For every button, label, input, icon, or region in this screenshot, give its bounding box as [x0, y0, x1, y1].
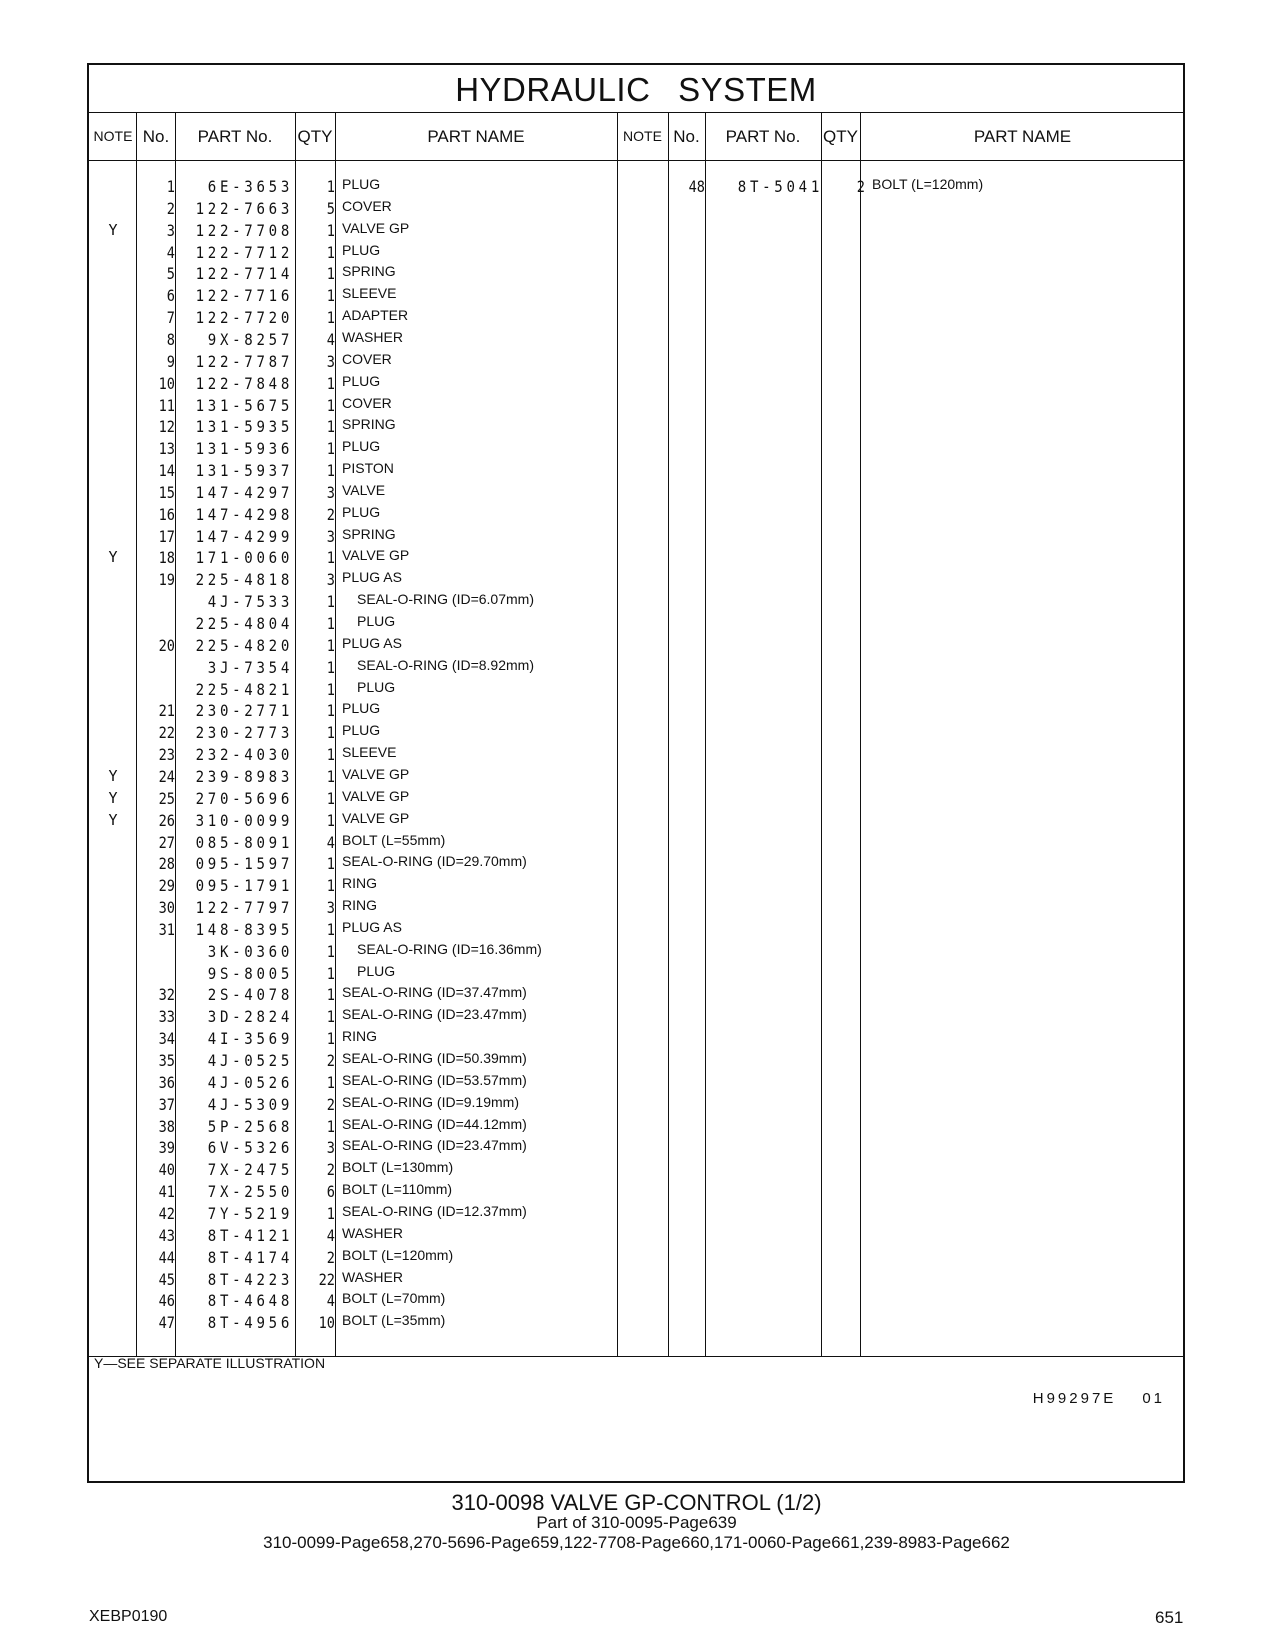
- item-number-cell: 47: [158, 1313, 175, 1333]
- table-row: [89, 483, 617, 506]
- quantity-cell: 1: [326, 592, 335, 612]
- item-number-cell: 32: [158, 985, 175, 1005]
- part-number-cell: 147-4299: [195, 526, 293, 546]
- item-number-cell: 28: [158, 854, 175, 874]
- header-no-right: No.: [673, 127, 700, 146]
- part-name-cell: PLUG AS: [342, 918, 402, 935]
- part-number-cell: 232-4030: [195, 745, 293, 765]
- table-row: [89, 505, 617, 528]
- table-row: [89, 461, 617, 484]
- quantity-cell: 1: [326, 745, 335, 765]
- part-name-cell: BOLT (L=120mm): [342, 1246, 454, 1263]
- table-row: [89, 1204, 617, 1227]
- note-cell: Y: [108, 810, 118, 829]
- item-number-cell: 9: [166, 351, 175, 371]
- part-name-cell: RING: [342, 875, 377, 892]
- item-number-cell: 39: [158, 1138, 175, 1158]
- part-number-cell: 2S-4078: [207, 985, 293, 1005]
- note-cell: Y: [108, 788, 118, 807]
- quantity-cell: 1: [326, 1203, 335, 1223]
- table-row: [89, 439, 617, 462]
- part-number-cell: 122-7663: [195, 198, 293, 218]
- quantity-cell: 1: [326, 941, 335, 961]
- quantity-cell: 1: [326, 657, 335, 677]
- part-number-cell: 122-7712: [195, 242, 293, 262]
- item-number-cell: 40: [158, 1160, 175, 1180]
- table-row: [89, 527, 617, 550]
- item-number-cell: 41: [158, 1182, 175, 1202]
- quantity-cell: 2: [326, 1160, 335, 1180]
- quantity-cell: 4: [326, 1225, 335, 1245]
- part-number-cell: 9X-8257: [207, 329, 293, 349]
- part-number-cell: 131-5675: [195, 395, 293, 415]
- item-number-cell: 2: [166, 198, 175, 218]
- part-name-cell: SLEEVE: [342, 744, 397, 761]
- table-row: [89, 221, 617, 244]
- quantity-cell: 1: [326, 548, 335, 568]
- table-row: [89, 920, 617, 943]
- page-number: 651: [1155, 1608, 1184, 1627]
- quantity-cell: 1: [326, 1072, 335, 1092]
- item-number-cell: 23: [158, 745, 175, 765]
- part-number-cell: 225-4821: [195, 679, 293, 699]
- document-id: XEBP0190: [89, 1608, 168, 1625]
- part-number-cell: 4J-0526: [207, 1072, 293, 1092]
- header-part-no-left: PART No.: [197, 127, 273, 146]
- item-number-cell: 37: [158, 1094, 175, 1114]
- part-number-cell: 095-1597: [195, 854, 293, 874]
- part-name-cell: SEAL-O-RING (ID=37.47mm): [342, 984, 527, 1001]
- item-number-cell: 35: [158, 1051, 175, 1070]
- item-number-cell: 16: [158, 504, 175, 524]
- header-part-no-right: PART No.: [725, 127, 801, 146]
- part-number-cell: 8T-4223: [207, 1269, 293, 1289]
- quantity-cell: 1: [326, 373, 335, 393]
- quantity-cell: 1: [326, 766, 335, 786]
- part-number-cell: 7Y-5219: [207, 1203, 293, 1223]
- table-row: [89, 1160, 617, 1183]
- table-row: [89, 942, 617, 965]
- part-name-cell: BOLT (L=120mm): [872, 176, 984, 192]
- part-name-cell: BOLT (L=70mm): [342, 1290, 446, 1307]
- item-number-cell: 4: [166, 242, 175, 262]
- part-number-cell: 310-0099: [195, 810, 293, 830]
- part-name-cell: RING: [342, 897, 377, 914]
- footnote: Y—SEE SEPARATE ILLUSTRATION: [94, 1355, 326, 1371]
- table-row: [89, 701, 617, 724]
- group-title: 310-0098 VALVE GP-CONTROL (1/2): [451, 1490, 822, 1515]
- part-number-cell: 131-5937: [195, 461, 293, 481]
- part-number-cell: 095-1791: [195, 876, 293, 896]
- header-no-left: No.: [142, 127, 170, 146]
- table-row: [89, 1095, 617, 1118]
- table-row: [89, 548, 617, 571]
- part-number-cell: 8T-4121: [207, 1225, 293, 1245]
- quantity-cell: 22: [318, 1269, 335, 1289]
- part-number-cell: 225-4820: [195, 635, 293, 655]
- table-header: [89, 113, 1183, 161]
- table-row: [89, 1291, 617, 1314]
- quantity-cell: 3: [326, 526, 335, 546]
- part-name-cell: ADAPTER: [342, 307, 409, 324]
- part-of-reference: Part of 310-0095-Page639: [536, 1513, 737, 1532]
- part-number-cell: 122-7716: [195, 286, 293, 306]
- part-name-cell: BOLT (L=55mm): [342, 831, 446, 848]
- quantity-cell: 1: [326, 985, 335, 1005]
- part-number-cell: 171-0060: [195, 548, 293, 568]
- part-number-cell: 3D-2824: [207, 1007, 293, 1027]
- part-number-cell: 4J-0525: [207, 1051, 293, 1070]
- part-number-cell: 8T-4174: [207, 1247, 293, 1267]
- table-row: [89, 286, 617, 309]
- table-row: [619, 177, 1147, 200]
- part-name-cell: BOLT (L=35mm): [342, 1312, 446, 1329]
- quantity-cell: 2: [326, 1247, 335, 1267]
- quantity-cell: 1: [326, 788, 335, 808]
- part-name-cell: COVER: [342, 350, 392, 367]
- note-cell: Y: [108, 220, 118, 239]
- table-row: [89, 614, 617, 637]
- item-number-cell: 27: [158, 832, 175, 852]
- quantity-cell: 4: [326, 1291, 335, 1311]
- quantity-cell: 2: [856, 177, 865, 196]
- table-row: [89, 789, 617, 812]
- part-name-cell: PLUG: [342, 503, 381, 520]
- header-note-left: NOTE: [93, 128, 133, 144]
- table-row: [89, 636, 617, 659]
- table-row: [89, 876, 617, 899]
- quantity-cell: 2: [326, 504, 335, 524]
- item-number-cell: 6: [166, 286, 175, 306]
- part-name-cell: VALVE GP: [342, 809, 410, 826]
- part-name-cell: PLUG: [342, 241, 381, 258]
- part-number-cell: 148-8395: [195, 919, 293, 939]
- part-name-cell: PLUG: [342, 438, 381, 455]
- quantity-cell: 1: [326, 614, 335, 633]
- table-row: [89, 417, 617, 440]
- quantity-cell: 4: [326, 329, 335, 349]
- item-number-cell: 48: [688, 177, 705, 196]
- part-name-cell: BOLT (L=130mm): [342, 1159, 454, 1176]
- illustration-code: H99297E 01: [1032, 1390, 1165, 1407]
- quantity-cell: 1: [326, 417, 335, 437]
- table-row: [89, 767, 617, 790]
- part-number-cell: 4J-5309: [207, 1094, 293, 1114]
- table-row: [89, 1138, 617, 1161]
- item-number-cell: 25: [158, 788, 175, 808]
- part-number-cell: 6V-5326: [207, 1138, 293, 1158]
- item-number-cell: 33: [158, 1007, 175, 1027]
- part-number-cell: 147-4298: [195, 504, 293, 524]
- part-name-cell: WASHER: [342, 1268, 403, 1285]
- quantity-cell: 3: [326, 482, 335, 502]
- part-name-cell: SEAL-O-RING (ID=8.92mm): [357, 656, 534, 673]
- part-number-cell: 122-7787: [195, 351, 293, 371]
- part-name-cell: VALVE GP: [342, 547, 410, 564]
- quantity-cell: 1: [326, 461, 335, 481]
- table-row: [89, 177, 617, 200]
- header-note-right: NOTE: [623, 128, 662, 144]
- item-number-cell: 30: [158, 898, 175, 918]
- item-number-cell: 5: [166, 264, 175, 284]
- quantity-cell: 1: [326, 876, 335, 896]
- table-row: [89, 396, 617, 419]
- item-number-cell: 45: [158, 1269, 175, 1289]
- table-row: [89, 1051, 617, 1074]
- item-number-cell: 20: [158, 635, 175, 655]
- part-name-cell: RING: [342, 1028, 377, 1045]
- part-number-cell: 8T-4956: [207, 1313, 293, 1333]
- quantity-cell: 3: [326, 351, 335, 371]
- part-number-cell: 122-7714: [195, 264, 293, 284]
- part-name-cell: PLUG: [342, 722, 381, 739]
- quantity-cell: 1: [326, 854, 335, 874]
- quantity-cell: 3: [326, 1138, 335, 1158]
- part-number-cell: 225-4804: [195, 614, 293, 633]
- quantity-cell: 1: [326, 723, 335, 743]
- item-number-cell: 44: [158, 1247, 175, 1267]
- item-number-cell: 36: [158, 1072, 175, 1092]
- quantity-cell: 1: [326, 264, 335, 284]
- part-name-cell: SEAL-O-RING (ID=50.39mm): [342, 1050, 527, 1066]
- part-name-cell: SPRING: [342, 263, 396, 280]
- table-row: [89, 243, 617, 266]
- part-name-cell: PLUG: [357, 678, 396, 695]
- quantity-cell: 3: [326, 570, 335, 590]
- part-name-cell: PLUG AS: [342, 634, 402, 651]
- part-name-cell: PLUG: [342, 176, 381, 192]
- table-row: [89, 680, 617, 703]
- quantity-cell: 5: [326, 198, 335, 218]
- item-number-cell: 24: [158, 766, 175, 786]
- part-number-cell: 225-4818: [195, 570, 293, 590]
- sub-group-references: 310-0099-Page658,270-5696-Page659,122-7708-Page660,171-0060-Page661,239-8983-Page662: [263, 1533, 1010, 1552]
- item-number-cell: 7: [166, 308, 175, 328]
- part-number-cell: 122-7720: [195, 308, 293, 328]
- part-name-cell: SLEEVE: [342, 285, 397, 302]
- part-number-cell: 4J-7533: [207, 592, 293, 612]
- item-number-cell: 17: [158, 526, 175, 546]
- part-name-cell: SEAL-O-RING (ID=16.36mm): [357, 940, 542, 957]
- table-row: [89, 1313, 617, 1336]
- part-number-cell: 3J-7354: [207, 657, 293, 677]
- quantity-cell: 6: [326, 1182, 335, 1202]
- table-row: [89, 1073, 617, 1096]
- quantity-cell: 1: [326, 635, 335, 655]
- quantity-cell: 1: [326, 177, 335, 196]
- header-part-name-left: PART NAME: [427, 127, 525, 146]
- part-name-cell: VALVE: [342, 481, 386, 498]
- item-number-cell: 15: [158, 482, 175, 502]
- part-name-cell: SEAL-O-RING (ID=9.19mm): [342, 1093, 519, 1110]
- item-number-cell: 42: [158, 1203, 175, 1223]
- part-name-cell: VALVE GP: [342, 219, 410, 236]
- item-number-cell: 38: [158, 1116, 175, 1136]
- section-title: HYDRAULIC SYSTEM: [89, 65, 1183, 113]
- quantity-cell: 2: [326, 1094, 335, 1114]
- item-number-cell: 29: [158, 876, 175, 896]
- part-name-cell: SPRING: [342, 525, 396, 542]
- part-name-cell: PLUG: [342, 700, 381, 717]
- quantity-cell: 1: [326, 1116, 335, 1136]
- table-row: [89, 1182, 617, 1205]
- item-number-cell: 31: [158, 919, 175, 939]
- part-number-cell: 8T-5041: [737, 177, 823, 196]
- part-name-cell: BOLT (L=110mm): [342, 1181, 453, 1198]
- quantity-cell: 1: [326, 701, 335, 721]
- table-row: [89, 745, 617, 768]
- part-number-cell: 9S-8005: [207, 963, 293, 983]
- part-number-cell: 4I-3569: [207, 1029, 293, 1049]
- table-row: [89, 374, 617, 397]
- part-name-cell: VALVE GP: [342, 787, 410, 804]
- part-number-cell: 122-7848: [195, 373, 293, 393]
- item-number-cell: 19: [158, 570, 175, 590]
- quantity-cell: 2: [326, 1051, 335, 1070]
- table-row: [89, 1270, 617, 1293]
- quantity-cell: 1: [326, 220, 335, 240]
- part-name-cell: VALVE GP: [342, 765, 410, 782]
- quantity-cell: 1: [326, 679, 335, 699]
- item-number-cell: 14: [158, 461, 175, 481]
- part-number-cell: 5P-2568: [207, 1116, 293, 1136]
- part-number-cell: 085-8091: [195, 832, 293, 852]
- table-row: [89, 1007, 617, 1030]
- table-row: [89, 352, 617, 375]
- part-name-cell: PLUG: [342, 372, 381, 389]
- part-number-cell: 147-4297: [195, 482, 293, 502]
- part-name-cell: PLUG: [357, 962, 396, 979]
- part-number-cell: 7X-2550: [207, 1182, 293, 1202]
- part-name-cell: WASHER: [342, 1224, 403, 1241]
- quantity-cell: 10: [318, 1313, 335, 1333]
- item-number-cell: 21: [158, 701, 175, 721]
- table-row: [89, 1226, 617, 1249]
- item-number-cell: 3: [166, 220, 175, 240]
- part-name-cell: SEAL-O-RING (ID=23.47mm): [342, 1137, 527, 1154]
- table-row: [89, 854, 617, 877]
- part-name-cell: SEAL-O-RING (ID=23.47mm): [342, 1006, 527, 1023]
- note-cell: Y: [108, 766, 118, 785]
- part-number-cell: 230-2773: [195, 723, 293, 743]
- part-name-cell: WASHER: [342, 328, 403, 345]
- item-number-cell: 46: [158, 1291, 175, 1311]
- item-number-cell: 22: [158, 723, 175, 743]
- part-number-cell: 7X-2475: [207, 1160, 293, 1180]
- table-row: [89, 1117, 617, 1140]
- quantity-cell: 1: [326, 286, 335, 306]
- part-name-cell: PLUG AS: [342, 569, 402, 586]
- part-name-cell: SEAL-O-RING (ID=29.70mm): [342, 853, 527, 870]
- quantity-cell: 4: [326, 832, 335, 852]
- item-number-cell: 10: [158, 373, 175, 393]
- table-row: [89, 985, 617, 1008]
- quantity-cell: 3: [326, 898, 335, 918]
- part-number-cell: 3K-0360: [207, 941, 293, 961]
- table-row: [89, 308, 617, 331]
- item-number-cell: 18: [158, 548, 175, 568]
- item-number-cell: 13: [158, 439, 175, 459]
- part-name-cell: SPRING: [342, 416, 396, 433]
- quantity-cell: 1: [326, 242, 335, 262]
- table-row: [89, 723, 617, 746]
- item-number-cell: 26: [158, 810, 175, 830]
- part-number-cell: 122-7797: [195, 898, 293, 918]
- quantity-cell: 1: [326, 963, 335, 983]
- part-number-cell: 131-5936: [195, 439, 293, 459]
- part-name-cell: PISTON: [342, 460, 394, 477]
- illustration-rev: 01: [1142, 1390, 1165, 1407]
- header-part-name-right: PART NAME: [973, 127, 1072, 146]
- table-row: [89, 898, 617, 921]
- table-row: [89, 964, 617, 987]
- table-row: [89, 1248, 617, 1271]
- table-row: [89, 833, 617, 856]
- quantity-cell: 1: [326, 810, 335, 830]
- part-number-cell: 122-7708: [195, 220, 293, 240]
- table-row: [89, 199, 617, 222]
- quantity-cell: 1: [326, 439, 335, 459]
- part-name-cell: SEAL-O-RING (ID=44.12mm): [342, 1115, 527, 1132]
- part-number-cell: 6E-3653: [207, 177, 293, 196]
- item-number-cell: 8: [166, 329, 175, 349]
- table-row: [89, 264, 617, 287]
- table-row: [89, 811, 617, 834]
- item-number-cell: 43: [158, 1225, 175, 1245]
- part-name-cell: COVER: [342, 394, 392, 411]
- part-number-cell: 131-5935: [195, 417, 293, 437]
- part-name-cell: SEAL-O-RING (ID=6.07mm): [357, 591, 534, 608]
- table-row: [89, 658, 617, 681]
- quantity-cell: 1: [326, 1029, 335, 1049]
- item-number-cell: 11: [158, 395, 175, 415]
- note-cell: Y: [108, 548, 118, 567]
- table-row: [89, 592, 617, 615]
- item-number-cell: 12: [158, 417, 175, 437]
- header-qty-left: QTY: [297, 127, 333, 146]
- part-name-cell: SEAL-O-RING (ID=53.57mm): [342, 1071, 527, 1088]
- table-row: [89, 1029, 617, 1052]
- header-qty-right: QTY: [823, 127, 858, 146]
- table-row: [89, 330, 617, 353]
- part-number-cell: 239-8983: [195, 766, 293, 786]
- table-row: [89, 570, 617, 593]
- part-number-cell: 270-5696: [195, 788, 293, 808]
- part-number-cell: 8T-4648: [207, 1291, 293, 1311]
- part-number-cell: 230-2771: [195, 701, 293, 721]
- part-name-cell: PLUG: [357, 613, 396, 629]
- quantity-cell: 1: [326, 395, 335, 415]
- part-name-cell: COVER: [342, 197, 392, 214]
- item-number-cell: 1: [166, 177, 175, 196]
- quantity-cell: 1: [326, 919, 335, 939]
- part-name-cell: SEAL-O-RING (ID=12.37mm): [342, 1202, 527, 1219]
- item-number-cell: 34: [158, 1029, 175, 1049]
- parts-table-frame: [87, 63, 1185, 1483]
- quantity-cell: 1: [326, 1007, 335, 1027]
- quantity-cell: 1: [326, 308, 335, 328]
